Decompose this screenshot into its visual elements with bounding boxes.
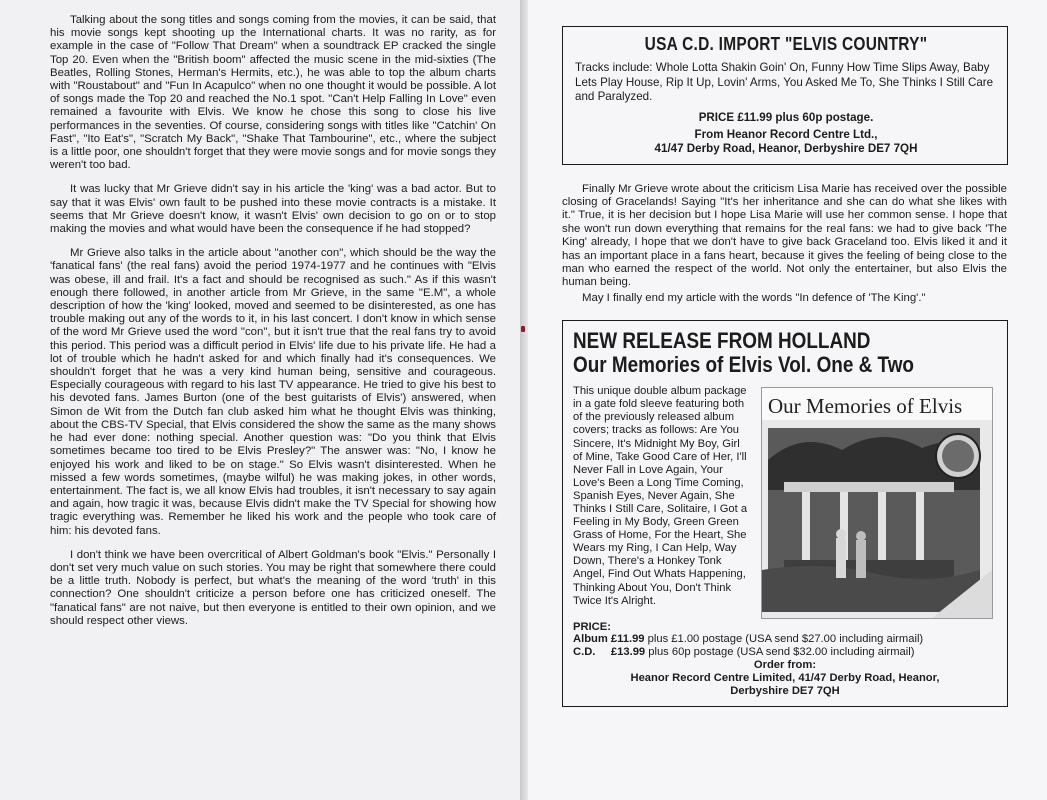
binding-mark	[521, 326, 525, 332]
order-line: Heanor Record Centre Limited, 41/47 Derby Road, Heanor,	[630, 672, 940, 685]
ad-order-line: From Heanor Record Centre Ltd.,	[694, 127, 878, 141]
order-label: Order from:	[753, 659, 817, 672]
right-page	[528, 0, 1047, 800]
usa-cd-import-ad	[562, 26, 1008, 165]
album-price-line	[573, 633, 997, 646]
order-address	[573, 659, 997, 698]
ad-order-line: 41/47 Derby Road, Heanor, Derbyshire DE7 7QH	[654, 141, 918, 155]
article-paragraph: Talking about the song titles and songs coming from the movies, it can be said, that his movie songs kept shooting up the International charts. It was no rarity, as for example in the case of "Follow That Dream" when a soundtrack EP cracked the single Top 20. Even when the "British boom" affected the music scene in the mid-sixties (The Beatles, Rolling Stones, Herman's Hermits, etc.), he was able to top the album charts with "Roustabout" and "Fun In Acapulco" when no one thought it would be possible. A lot of songs made the Top 20 and reached the No.1 spot. "Can't Help Falling In Love" even remained a favourite with Elvis. We know he chose this song to close his live performances in the seventies. Of course, considering songs with titles like "Catchin' On Fast", "Ito Eat's", "Scratch My Back", "Shake That Tambourine", etc., where the subject is a little poor, one shouldn't forget that they were movie songs and for movie songs they weren't too bad.	[50, 14, 496, 172]
ad-tracks: Tracks include: Whole Lotta Shakin Goin' On, Funny How Time Slips Away, Baby Lets Play House, Rip It Up, Lovin' Arms, You Asked Me To, She Thinks I Still Care and Paralyzed.	[575, 61, 994, 103]
ad-description: This unique double album package in a gate fold sleeve featuring both of the previously released album covers; tracks as follows: Are You Sincere, It's Midnight My Boy, Girl of Mine, Take Good Care of Her, I'll Never Fall in Love Again, Your Love's Been a Long Time Coming, Spanish Eyes, Never Again, She Thinks I Still Care, Solitaire, I Got a Feeling in My Body, Green Green Grass of Home, For the Heart, She Wears my Ring, I Can Help, Way Down, There's a Honkey Tonk Angel, Find Out Whats Happening, Thinking About You, Don't Think Twice It's Alright.	[573, 385, 748, 607]
article-paragraph: I don't think we have been overcritical of Albert Goldman's book "Elvis." Personally I don't set very much value on such stories. You may be right that somewhere there could be a little truth. Nobody is perfect, but what's the meaning of the word 'truth' in this connection? One shouldn't criticize a person before one has criticized oneself. The "fanatical fans" are not naive, but then everyone is entitled to their own opinion, and we should respect other views.	[50, 548, 496, 627]
album-cover-image	[761, 387, 993, 619]
holland-release-ad	[562, 320, 1008, 707]
article-continuation	[562, 183, 1007, 306]
cd-price: £13.99	[610, 646, 646, 659]
ad-order-address	[575, 128, 997, 156]
album-postage: plus £1.00 postage (USA send $27.00 including airmail)	[647, 633, 924, 646]
ad-subheadline: Our Memories of Elvis Vol. One & Two	[573, 352, 914, 378]
album-cover-title: Our Memories of Elvis	[768, 394, 963, 419]
article-paragraph: May I finally end my article with the words "In defence of 'The King'."	[582, 291, 926, 304]
ad-body	[573, 385, 997, 619]
cd-label: C.D.	[573, 646, 596, 659]
cd-postage: plus 60p postage (USA send $32.00 including airmail)	[648, 646, 915, 659]
price-label: PRICE:	[573, 621, 611, 634]
cd-price-line	[573, 646, 997, 659]
album-label: Album	[573, 633, 608, 646]
article-paragraph: Finally Mr Grieve wrote about the criticism Lisa Marie has received over the possible closing of Gracelands! Saying "It's her inheritance and she can do what she likes with it." True, it is her decision but I hope Lisa Marie will use her common sense. I hope that she won't run down everything that remains for the real fans: we had to give back 'The King' already, I hope that we don't have to give back Graceland too. Elvis liked it and it has an important place in a fans heart, because it gives the feeling of being close to the man who earned the respect of the world. Not only the entertainer, but also Elvis the human being.	[562, 182, 1007, 289]
album-cover-photo	[762, 420, 992, 618]
order-line: Derbyshire DE7 7QH	[730, 685, 840, 698]
article-paragraph: It was lucky that Mr Grieve didn't say in his article the 'king' was a bad actor. But to say that it was Elvis' own fault to be pushed into these movie contracts is a mistake. It seems that Mr Grieve doesn't know, it wasn't Elvis' own decision to go on or to stop making the movies and what would have been the consequence if he had stopped?	[50, 183, 496, 236]
ad-price: PRICE £11.99 plus 60p postage.	[698, 110, 874, 124]
page-gutter	[520, 0, 528, 800]
article-paragraph: Mr Grieve also talks in the article about "another con", which should be the way the 'fanatical fans' (the real fans) avoid the period 1974-1977 and he continues with "Elvis was obese, ill and frail. It's a fact and should be recognised as such." As if this wasn't enough there followed, in another article from Mr Grieve, in the same "E.M", a whole description of how the 'king' looked, moved and seemed to be disinterested, as one has trouble making out any of the words to it, in his last concert. I don't know in which sense of the word Mr Grieve used the word "con", but it isn't true that the real fans try to avoid this period. This period was a difficult period in Elvis' life due to his private life. He had a lot of trouble which he hadn't asked for and which finally had it's consequences. We shouldn't forget that he was a very kind human being, sensitive and courageous. Especially courageous with regard to his last TV appearance. He tried to give his best to his devoted fans. James Burton (one of the best guitarists of Elvis') answered, when Simon de Wit from the Dutch fan club asked him what he thought Elvis was thinking, about the CBS-TV Special, that Elvis considered the show the same as the many shows he had ever done: nothing special. Another question was: "Do you think that Elvis sometimes became too tired to be Elvis Presley?" The answer was: "No, I know he enjoyed his work and liked to be on stage." So Elvis wasn't disinterested. When he missed a few words sometimes, (maybe wilful) he was making jokes, in other words, entertainment. The fact is, we all know Elvis had troubles, it isn't necessary to say again and again, how tragic it was, because Elvis didn't make the TV Special for showing how tragic everything was. Remember he liked his work and the people who took care of him: his devoted fans.	[50, 247, 496, 537]
album-price: £11.99	[610, 633, 645, 646]
left-page	[0, 0, 520, 800]
ad-headline: NEW RELEASE FROM HOLLAND	[573, 328, 871, 354]
ad-title: USA C.D. IMPORT "ELVIS COUNTRY"	[644, 34, 928, 54]
